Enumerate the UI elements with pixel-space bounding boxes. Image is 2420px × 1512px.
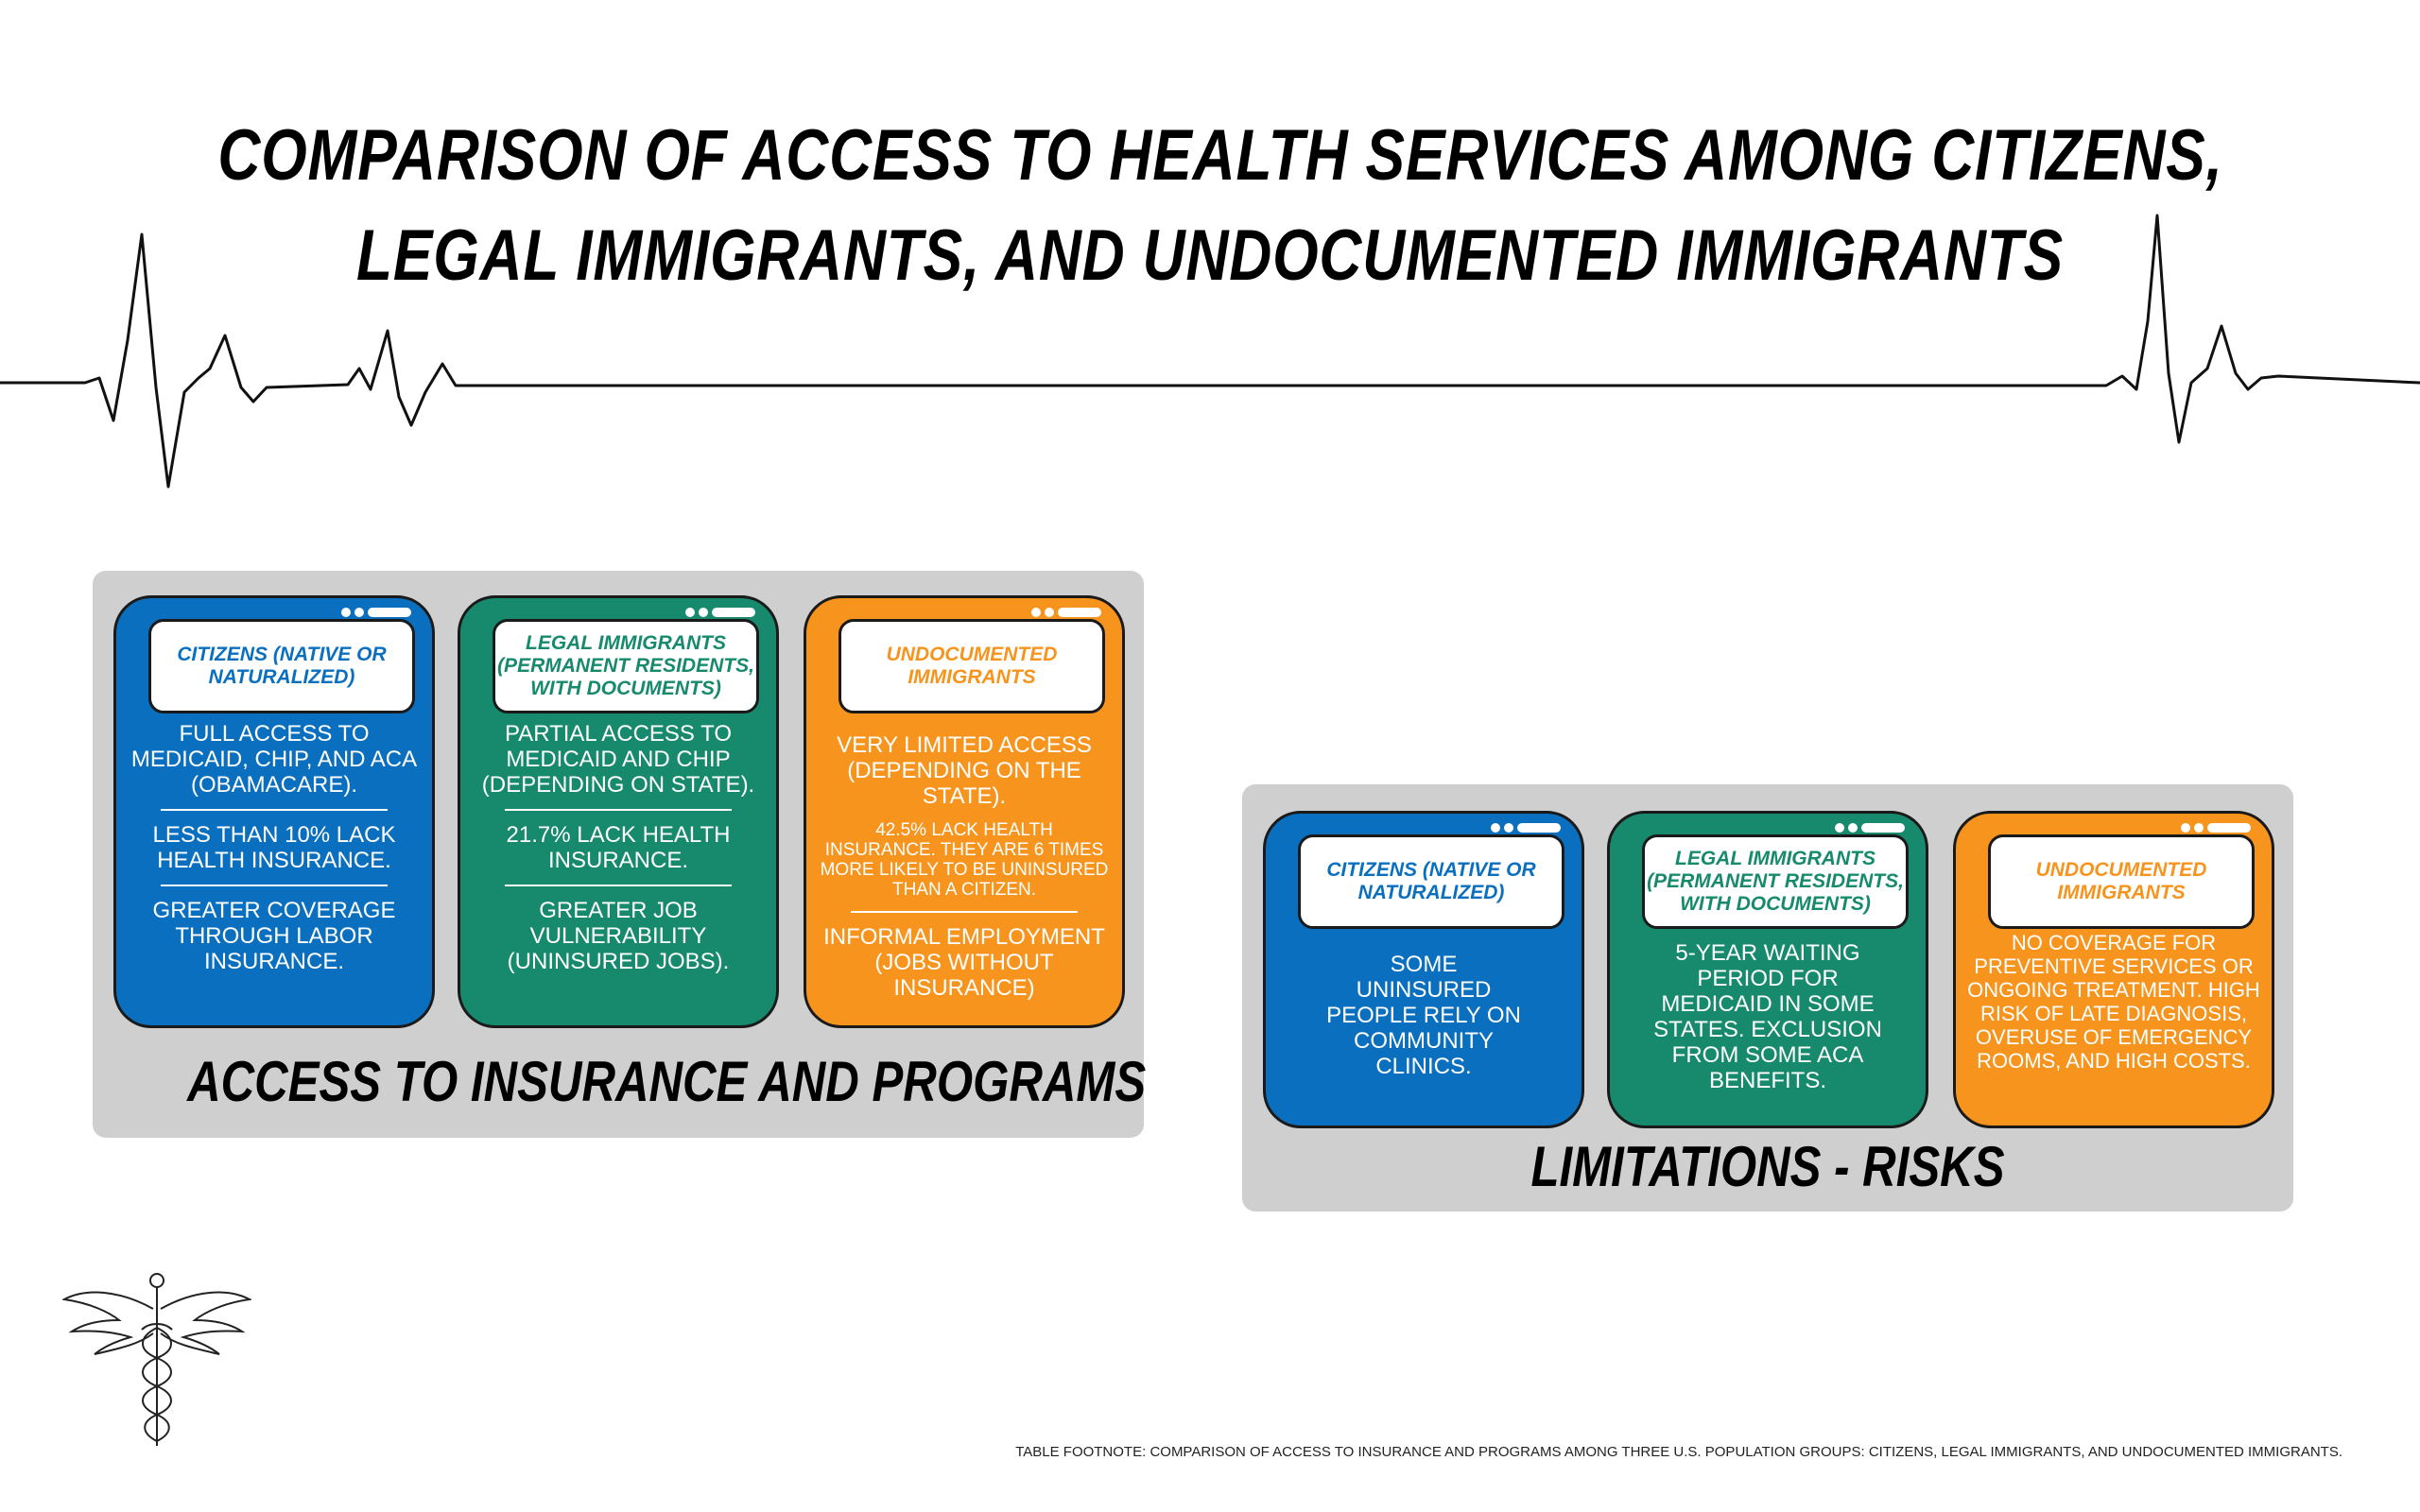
card-body bbox=[126, 715, 423, 1018]
card-heading: LEGAL IMMIGRANTS (PERMANENT RESIDENTS, WITH DOCUMENTS) bbox=[1642, 834, 1909, 929]
undocumented-access-card bbox=[804, 595, 1125, 1028]
card-heading: CITIZENS (NATIVE OR NATURALIZED) bbox=[1298, 834, 1564, 929]
card-body bbox=[1619, 935, 1916, 1118]
divider bbox=[505, 809, 732, 811]
divider bbox=[161, 809, 388, 811]
window-dots-icon bbox=[685, 604, 755, 615]
window-dots-icon bbox=[2181, 819, 2251, 831]
card-body bbox=[816, 715, 1113, 1018]
card-body bbox=[470, 715, 767, 1018]
undocumented-limits-card bbox=[1953, 811, 2274, 1128]
title-line-1: COMPARISON OF ACCESS TO HEALTH SERVICES AMONG CITIZENS, bbox=[217, 115, 2223, 196]
card-item: VERY LIMITED ACCESS (DEPENDING ON THE STATE). bbox=[837, 732, 1092, 809]
card-item: GREATER COVERAGE THROUGH LABOR INSURANCE. bbox=[152, 898, 396, 974]
window-dots-icon bbox=[1835, 819, 1905, 831]
card-item: 42.5% LACK HEALTH INSURANCE. THEY ARE 6 TIMES MORE LIKELY TO BE UNINSURED THAN A CITIZEN. bbox=[820, 820, 1109, 900]
card-item: NO COVERAGE FOR PREVENTIVE SERVICES OR ONGOING TREATMENT. HIGH RISK OF LATE DIAGNOSIS, OVERUSE OF EMERGENCY ROOMS, AND HIGH COSTS. bbox=[1967, 931, 2260, 1073]
legal-limits-card bbox=[1607, 811, 1928, 1128]
divider bbox=[161, 885, 388, 886]
card-item: 21.7% LACK HEALTH INSURANCE. bbox=[506, 822, 731, 873]
divider bbox=[851, 911, 1078, 913]
window-dots-icon bbox=[1031, 604, 1101, 615]
citizens-limits-card bbox=[1263, 811, 1584, 1128]
footnote: TABLE FOOTNOTE: COMPARISON OF ACCESS TO INSURANCE AND PROGRAMS AMONG THREE U.S. POPULATION GROUPS: CITIZENS, LEGAL IMMIGRANTS, AND UNDOCUMENTED IMMIGRANTS. bbox=[1015, 1444, 2342, 1460]
access-panel-label: ACCESS TO INSURANCE AND PROGRAMS bbox=[187, 1050, 1147, 1113]
card-body bbox=[1965, 925, 2262, 1118]
window-dots-icon bbox=[1491, 819, 1561, 831]
card-heading: CITIZENS (NATIVE OR NATURALIZED) bbox=[148, 619, 415, 713]
card-heading: UNDOCUMENTED IMMIGRANTS bbox=[838, 619, 1105, 713]
legal-access-card bbox=[458, 595, 779, 1028]
card-item: INFORMAL EMPLOYMENT (JOBS WITHOUT INSURANCE) bbox=[823, 924, 1105, 1001]
card-item: SOME UNINSURED PEOPLE RELY ON COMMUNITY CLINICS. bbox=[1326, 952, 1521, 1079]
card-item: FULL ACCESS TO MEDICAID, CHIP, AND ACA (OBAMACARE). bbox=[130, 721, 418, 798]
limitations-panel-label: LIMITATIONS - RISKS bbox=[1530, 1135, 2005, 1198]
title-line-2: LEGAL IMMIGRANTS, AND UNDOCUMENTED IMMIGRANTS bbox=[355, 215, 2065, 296]
window-dots-icon bbox=[341, 604, 411, 615]
card-body bbox=[1275, 946, 1572, 1118]
card-item: LESS THAN 10% LACK HEALTH INSURANCE. bbox=[152, 822, 396, 873]
caduceus-icon bbox=[62, 1271, 251, 1451]
card-heading: LEGAL IMMIGRANTS (PERMANENT RESIDENTS, WITH DOCUMENTS) bbox=[493, 619, 759, 713]
card-item: PARTIAL ACCESS TO MEDICAID AND CHIP (DEPENDING ON STATE). bbox=[481, 721, 755, 798]
citizens-access-card bbox=[113, 595, 435, 1028]
limitations-panel bbox=[1242, 784, 2293, 1211]
divider bbox=[505, 885, 732, 886]
access-panel bbox=[93, 571, 1147, 1138]
card-item: GREATER JOB VULNERABILITY (UNINSURED JOBS). bbox=[507, 898, 730, 974]
card-heading: UNDOCUMENTED IMMIGRANTS bbox=[1988, 834, 2255, 929]
card-item: 5-YEAR WAITING PERIOD FOR MEDICAID IN SOME STATES. EXCLUSION FROM SOME ACA BENEFITS. bbox=[1653, 940, 1882, 1093]
heartbeat-line-icon bbox=[0, 189, 2420, 501]
